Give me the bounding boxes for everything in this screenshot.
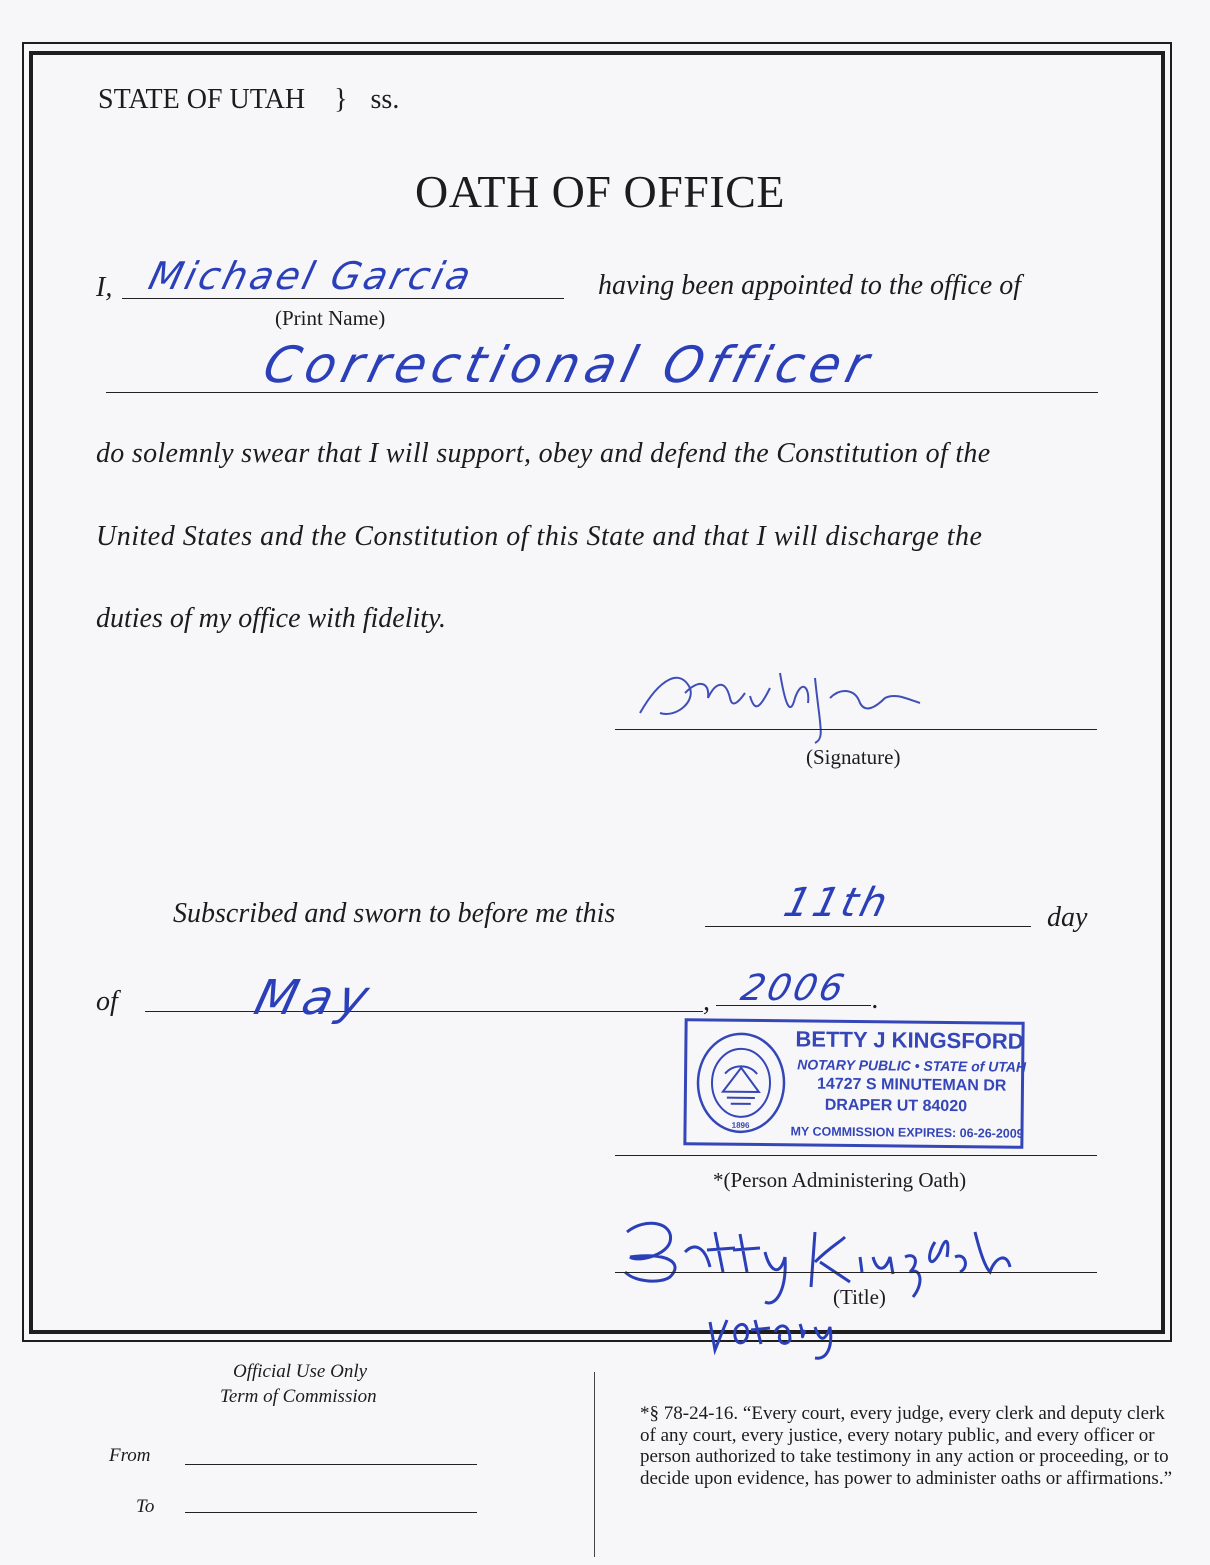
day-value: 11th — [779, 880, 895, 926]
to-line — [185, 1512, 477, 1513]
oath-line-3: duties of my office with fidelity. — [96, 603, 446, 634]
print-name-label: (Print Name) — [275, 306, 386, 330]
i-prefix: I, — [96, 272, 113, 303]
seal-year: 1896 — [731, 1120, 750, 1130]
official-use-line1: Official Use Only — [233, 1361, 368, 1382]
day-line — [705, 926, 1031, 927]
official-use-line2: Term of Commission — [220, 1386, 377, 1407]
appointed-text: having been appointed to the office of — [598, 270, 1022, 301]
to-label: To — [136, 1496, 155, 1517]
from-label: From — [109, 1445, 151, 1466]
signature-label: (Signature) — [806, 745, 901, 769]
state-seal-icon — [694, 1029, 787, 1136]
statute-footnote: *§ 78-24-16. “Every court, every judge, every clerk and deputy clerk of any court, every justice, every notary public, and every officer or person authorized to take testimony in any action or proceeding, or to decide upon evidence, has power to administer oaths or affirmations.” — [640, 1403, 1173, 1489]
stamp-title: NOTARY PUBLIC • STATE of UTAH — [797, 1056, 1027, 1075]
notary-signature-image — [615, 1212, 1035, 1362]
subscribed-text: Subscribed and sworn to before me this — [173, 898, 616, 929]
page-title: OATH OF OFFICE — [415, 166, 785, 217]
stamp-name: BETTY J KINGSFORD — [795, 1026, 1024, 1054]
title-line — [615, 1272, 1097, 1273]
day-label: day — [1047, 902, 1088, 933]
signature-image — [620, 658, 940, 750]
print-name-value: Michael Garcia — [144, 254, 479, 298]
office-value: Correctional Officer — [257, 336, 881, 394]
state-name: STATE OF UTAH — [98, 84, 306, 115]
administering-line — [615, 1155, 1097, 1156]
notary-stamp — [683, 1018, 1027, 1149]
title-label: (Title) — [833, 1285, 886, 1309]
ss-label: ss. — [370, 84, 400, 115]
footer-divider — [594, 1372, 595, 1557]
state-venue — [98, 84, 399, 116]
print-name-line — [122, 298, 564, 299]
stamp-city: DRAPER UT 84020 — [824, 1096, 968, 1116]
of-label: of — [96, 986, 118, 1017]
period: . — [872, 984, 879, 1015]
month-value: May — [249, 970, 381, 1026]
oath-line-2: United States and the Constitution of this State and that I will discharge the — [96, 521, 983, 552]
oath-line-1: do solemnly swear that I will support, obey and defend the Constitution of the — [96, 438, 991, 469]
year-value: 2006 — [736, 968, 851, 1009]
month-line — [145, 1011, 703, 1012]
administering-label: *(Person Administering Oath) — [713, 1168, 967, 1192]
signature-line — [615, 729, 1097, 730]
from-line — [185, 1464, 477, 1465]
brace: } — [334, 84, 348, 115]
stamp-address: 14727 S MINUTEMAN DR — [816, 1075, 1007, 1095]
comma: , — [703, 986, 710, 1017]
stamp-expiry: MY COMMISSION EXPIRES: 06-26-2009 — [790, 1124, 1024, 1141]
